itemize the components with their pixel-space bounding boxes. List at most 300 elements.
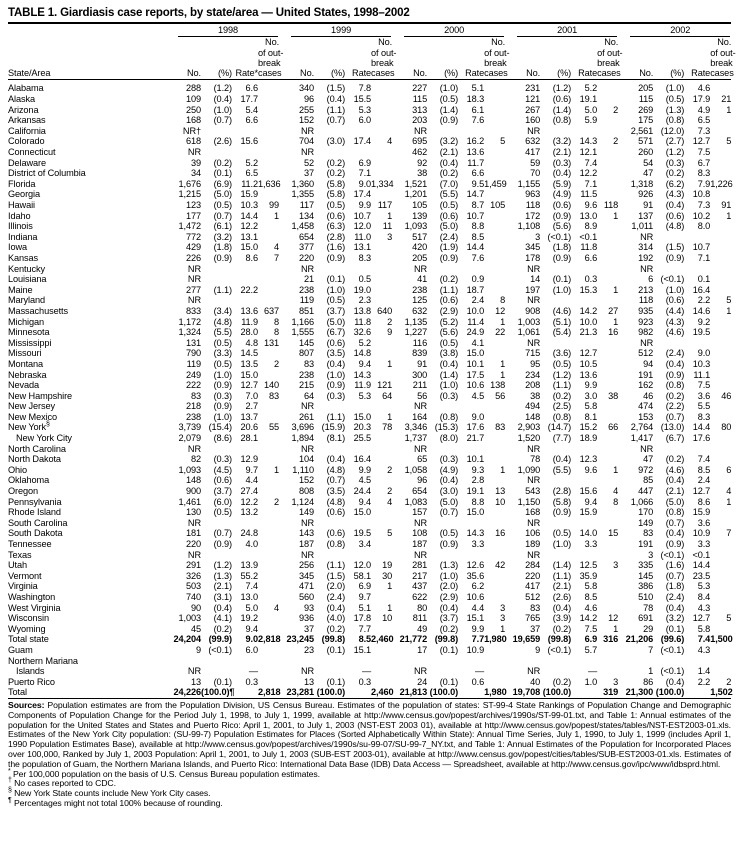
cell: 178 <box>525 252 541 263</box>
cell <box>232 295 258 306</box>
cell: (0.9) <box>213 401 232 412</box>
cell: 0.9 <box>471 274 485 285</box>
cell <box>201 518 232 529</box>
cell: 1 <box>500 464 506 475</box>
cell: 148 <box>525 411 541 422</box>
cell <box>484 592 505 603</box>
cell: 1,318 <box>630 178 654 189</box>
table-row <box>8 465 731 476</box>
cell: 19.1 <box>579 94 598 105</box>
cell <box>201 264 232 275</box>
cell <box>710 274 731 285</box>
cell <box>540 264 571 275</box>
cell: (0.5) <box>326 200 346 211</box>
cell <box>710 581 731 592</box>
cell: 15.6 <box>579 486 598 497</box>
cell: NR <box>300 443 315 454</box>
cell: 8.0 <box>697 221 711 232</box>
cell: 772 <box>185 231 201 242</box>
cell: (1.0) <box>439 380 459 391</box>
cell: (1.8) <box>552 242 572 253</box>
cell: 234 <box>525 369 541 380</box>
cell <box>201 126 232 137</box>
cell: (1.3) <box>665 104 685 115</box>
cell: 170 <box>638 507 654 518</box>
cell <box>258 370 279 381</box>
cell: (2.7) <box>665 136 685 147</box>
cell: (5.2) <box>439 316 459 327</box>
cell <box>484 433 505 444</box>
cell: 1 <box>387 602 393 613</box>
cell: 238 <box>185 411 201 422</box>
footnote: † No cases reported to CDC. <box>8 777 116 789</box>
cell: 12.2 <box>240 221 258 232</box>
cell: 316 <box>603 634 619 645</box>
cell: 16.4 <box>692 284 711 295</box>
cell: (1.2) <box>552 83 572 94</box>
cell: 13.6 <box>240 305 258 316</box>
cell: 18.3 <box>466 94 485 105</box>
cell <box>258 80 279 94</box>
cell: 91 <box>417 358 428 369</box>
cell: NR <box>300 263 315 274</box>
cell: (2.9) <box>439 305 459 316</box>
cell: 15.0 <box>466 507 485 518</box>
cell: 1,166 <box>291 316 315 327</box>
table-row <box>8 327 731 338</box>
row-label: Minnesota <box>8 327 50 338</box>
cell: 106 <box>525 528 541 539</box>
row-label: Illinois <box>8 221 33 232</box>
cell: 2 <box>387 486 393 497</box>
cell: (2.1) <box>552 581 572 592</box>
cell: 4.0 <box>245 539 258 550</box>
cell: NR <box>187 517 201 528</box>
cell: 11.1 <box>693 369 711 380</box>
cell <box>597 126 618 137</box>
cell: 149 <box>638 517 654 528</box>
cell: 622 <box>412 591 428 602</box>
cell: 24,226 <box>166 687 201 698</box>
cell: 0.6 <box>471 676 485 687</box>
cell: 8.5 <box>584 591 598 602</box>
cell: (1.0) <box>665 284 685 295</box>
cell: 10.9 <box>692 528 711 539</box>
cell: (99.8) <box>434 634 459 645</box>
cell: (3.2) <box>552 136 572 147</box>
cell: 105 <box>490 200 506 211</box>
cell: 220 <box>299 252 315 263</box>
table-row <box>8 380 731 391</box>
cell: 1.0 <box>584 676 598 687</box>
cell: 23,281 <box>279 687 314 698</box>
table-row <box>8 507 731 518</box>
cell: 1,894 <box>291 433 315 444</box>
cell: 6 <box>726 464 732 475</box>
cell: 11.2 <box>241 178 258 189</box>
table-row <box>8 264 731 275</box>
cell: 119 <box>299 295 315 306</box>
cell: (1.6) <box>665 560 685 571</box>
cell: 8.8 <box>471 496 485 507</box>
row-label: Texas <box>8 549 32 560</box>
cell: (0.5) <box>213 507 232 518</box>
cell: 1,110 <box>292 464 315 475</box>
cell: 8.3 <box>697 411 711 422</box>
cell: (1.5) <box>326 570 346 581</box>
cell: 8.6 <box>245 252 258 263</box>
cell: 3.4 <box>358 539 372 550</box>
cell: 18.7 <box>466 284 485 295</box>
cell: (0.5) <box>213 358 232 369</box>
cell: 9.0 <box>471 411 485 422</box>
cell: NR <box>414 666 428 677</box>
table-row <box>8 136 731 147</box>
cell <box>371 285 392 296</box>
cell <box>710 518 731 529</box>
cell <box>258 666 279 677</box>
cell: (1.1) <box>552 570 572 581</box>
cell: (0.7) <box>665 411 685 422</box>
cell: (0.9) <box>326 252 346 263</box>
cell: 17 <box>417 644 428 655</box>
cell: 17.8 <box>353 613 372 624</box>
cell: 2.4 <box>471 295 485 306</box>
cell <box>484 412 505 423</box>
cell: 1 <box>726 496 732 507</box>
cell: (0.4) <box>552 602 572 613</box>
cell: 4.4 <box>245 475 258 486</box>
cell <box>597 158 618 169</box>
cell: (1.0) <box>439 83 459 94</box>
cell: 284 <box>525 560 541 571</box>
table-row <box>8 518 731 529</box>
cell: (0.6) <box>665 210 685 221</box>
cell <box>710 645 731 656</box>
cell <box>597 401 618 412</box>
table-row <box>8 295 731 306</box>
cell <box>345 656 371 667</box>
cell: (15.9) <box>321 422 346 433</box>
cell <box>484 242 505 253</box>
cell: (0.2) <box>213 623 232 634</box>
cell: 220 <box>525 570 541 581</box>
cell: 118 <box>603 200 619 211</box>
cell: 24,204 <box>173 634 201 645</box>
cell <box>597 518 618 529</box>
cell: (8.0) <box>439 433 459 444</box>
cell <box>710 412 731 423</box>
cell: (99.8) <box>321 634 346 645</box>
cell: 10.9 <box>466 644 485 655</box>
cell: (0.2) <box>552 623 572 634</box>
cell: 6.5 <box>697 115 711 126</box>
cell <box>371 158 392 169</box>
cell: (0.9) <box>326 380 346 391</box>
cell: (0.3) <box>213 454 232 465</box>
cell: (1.0) <box>213 411 232 422</box>
cell: (1.3) <box>213 570 232 581</box>
cell: 6.0 <box>245 644 258 655</box>
cell: 21,813 <box>392 687 427 698</box>
cell <box>371 475 392 486</box>
cell: 27.4 <box>240 486 258 497</box>
cell: (0.2) <box>326 157 346 168</box>
cell: 13.1 <box>353 242 372 253</box>
cell: 39 <box>190 157 201 168</box>
cell: 5.9 <box>584 115 598 126</box>
row-label: New Hampshire <box>8 390 73 401</box>
table-row <box>8 158 731 169</box>
cell <box>371 105 392 116</box>
row-label: Guam <box>8 644 33 655</box>
row-label: District of Columbia <box>8 168 86 179</box>
cell: 21,206 <box>625 634 654 645</box>
cell: 83 <box>643 528 654 539</box>
cell: 0.3 <box>245 676 258 687</box>
cell <box>540 338 571 349</box>
col-header-pct: (%) <box>653 37 684 80</box>
table-row <box>8 94 731 105</box>
cell: (12.0) <box>660 125 685 136</box>
row-label: Kansas <box>8 252 39 263</box>
cell: 14.2 <box>579 613 598 624</box>
cell: (1.5) <box>665 242 685 253</box>
footnote: ¶ Percentages might not total 100% because of rounding. <box>8 797 223 808</box>
cell: NR <box>527 443 541 454</box>
cell: 2,764 <box>630 422 654 433</box>
year-header-1998: 1998 <box>166 25 279 37</box>
cell: 24.9 <box>466 327 485 338</box>
cell <box>597 115 618 126</box>
cell: (3.5) <box>326 348 346 359</box>
cell: (4.3) <box>665 316 685 327</box>
cell: 131 <box>185 337 201 348</box>
cell: 10.8 <box>692 189 711 200</box>
cell: 256 <box>299 560 315 571</box>
cell: 2.8 <box>471 475 485 486</box>
cell: 4 <box>274 242 280 253</box>
cell <box>484 348 505 359</box>
cell: 1,093 <box>178 464 201 475</box>
cell <box>571 656 597 667</box>
cell: 1,555 <box>291 327 315 338</box>
cell <box>571 475 597 486</box>
cell <box>710 444 731 455</box>
cell: (5.1) <box>552 316 572 327</box>
table-row <box>8 666 731 677</box>
cell: 926 <box>638 189 654 200</box>
cell: 9.2 <box>697 316 711 327</box>
cell: NR <box>187 295 201 306</box>
footnote: § New York State counts include New York City cases. <box>8 787 211 799</box>
cell: (5.8) <box>552 496 572 507</box>
cell: (8.6) <box>213 433 232 444</box>
cell: 231 <box>525 83 541 94</box>
cell <box>710 454 731 465</box>
cell: 2,818 <box>258 687 281 698</box>
cell <box>371 264 392 275</box>
row-label: Pennsylvania <box>8 496 62 507</box>
cell: (0.8) <box>665 115 685 126</box>
cell <box>314 518 345 529</box>
cell <box>201 666 232 677</box>
cell: 1,636 <box>258 178 281 189</box>
cell: 21 <box>721 94 732 105</box>
cell: (1.0) <box>665 83 685 94</box>
table-row <box>8 528 731 539</box>
cell: 37 <box>530 623 541 634</box>
cell <box>484 232 505 243</box>
cell <box>684 656 710 667</box>
row-label: Utah <box>8 560 28 571</box>
cell: NR <box>640 263 654 274</box>
col-header-num: No. <box>279 37 314 80</box>
cell: 2.4 <box>697 475 711 486</box>
cell <box>710 221 731 232</box>
cell: (5.5) <box>552 464 572 475</box>
cell <box>571 518 597 529</box>
table-row <box>8 200 731 211</box>
cell: (0.1) <box>439 676 459 687</box>
row-label: Nevada <box>8 380 40 391</box>
cell: 335 <box>638 560 654 571</box>
cell: 1,003 <box>517 316 541 327</box>
row-label: New Mexico <box>8 411 58 422</box>
cell: 108 <box>412 528 428 539</box>
cell: 83 <box>530 602 541 613</box>
cell <box>484 115 505 126</box>
cell: 437 <box>412 581 428 592</box>
cell: (1.8) <box>213 242 232 253</box>
cell: (3.6) <box>552 348 572 359</box>
cell: (0.3) <box>665 157 685 168</box>
row-label: Washington <box>8 591 56 602</box>
col-header-num: No. <box>392 37 427 80</box>
cell <box>232 147 258 158</box>
stub-header: State/Area <box>8 37 166 80</box>
table-row <box>8 147 731 158</box>
cell: 1,500 <box>710 634 733 645</box>
cell: 1,520 <box>517 433 541 444</box>
cell: (0.1) <box>326 644 346 655</box>
cell: (3.3) <box>213 348 232 359</box>
cell: 462 <box>412 147 428 158</box>
cell: 83 <box>269 390 280 401</box>
cell: 15.9 <box>579 507 598 518</box>
cell: 13.7 <box>240 411 258 422</box>
cell: (0.5) <box>552 528 572 539</box>
cell: 23 <box>304 644 315 655</box>
row-label: Mississippi <box>8 337 52 348</box>
cell: 22.2 <box>240 284 258 295</box>
cell <box>540 518 571 529</box>
cell: 13.0 <box>579 210 598 221</box>
cell: 15.2 <box>579 422 598 433</box>
cell <box>597 359 618 370</box>
cell: 900 <box>185 486 201 497</box>
cell: NR <box>414 517 428 528</box>
cell: (3.2) <box>213 231 232 242</box>
cell <box>710 666 731 677</box>
cell: 1 <box>387 581 393 592</box>
cell: 5.5 <box>697 401 711 412</box>
cell: (0.2) <box>552 676 572 687</box>
cell: 117 <box>377 200 393 211</box>
cell: (3.7) <box>213 486 232 497</box>
cell <box>371 338 392 349</box>
cell: (0.8) <box>552 115 572 126</box>
cell: 13.0 <box>240 591 258 602</box>
cell: 11.9 <box>241 316 258 327</box>
cell <box>484 80 505 94</box>
row-label: Maryland <box>8 295 45 306</box>
cell <box>201 147 232 158</box>
cell: NR <box>187 443 201 454</box>
cell: (0.4) <box>326 602 346 613</box>
cell: (0.7) <box>213 528 232 539</box>
cell: 1,737 <box>404 433 428 444</box>
cell: 6.6 <box>245 83 258 94</box>
cell: 7.8 <box>358 83 372 94</box>
cell <box>710 348 731 359</box>
cell: (4.8) <box>665 221 685 232</box>
cell: (2.5) <box>552 401 572 412</box>
cell: 9.7 <box>245 464 258 475</box>
cell: (0.3) <box>439 454 459 465</box>
row-label: Ohio <box>8 464 28 475</box>
cell: 15.9 <box>240 189 258 200</box>
col-header-rate: Rate* <box>232 37 258 80</box>
cell <box>597 274 618 285</box>
cell: 632 <box>525 136 541 147</box>
cell <box>540 550 571 561</box>
cell: 37 <box>304 623 315 634</box>
cell <box>597 645 618 656</box>
col-header-rate: Rate <box>458 37 484 80</box>
cell <box>710 242 731 253</box>
cell: 1,324 <box>178 327 201 338</box>
cell: (3.7) <box>439 613 459 624</box>
col-header-pct: (%) <box>314 37 345 80</box>
cell: 1,066 <box>630 496 654 507</box>
cell: 807 <box>299 348 315 359</box>
cell: 78 <box>382 422 393 433</box>
cell: 839 <box>412 348 428 359</box>
cell: (5.8) <box>326 189 346 200</box>
cell: 109 <box>185 94 201 105</box>
cell <box>597 412 618 423</box>
cell <box>710 115 731 126</box>
row-label: West Virginia <box>8 602 61 613</box>
cell: NR <box>640 231 654 242</box>
cell: 16.4 <box>353 454 372 465</box>
cell: 2,460 <box>371 687 394 698</box>
cell: (0.7) <box>665 517 685 528</box>
cell <box>484 677 505 688</box>
row-label: Colorado <box>8 136 45 147</box>
cell: 765 <box>525 613 541 624</box>
cell: (0.4) <box>326 358 346 369</box>
cell <box>232 687 258 698</box>
cell: 417 <box>525 147 541 158</box>
cell: 157 <box>412 507 428 518</box>
cell <box>371 348 392 359</box>
cell: 740 <box>185 591 201 602</box>
cell: NR <box>527 295 541 306</box>
row-label: New York City <box>16 433 72 444</box>
cell: — <box>248 666 258 677</box>
